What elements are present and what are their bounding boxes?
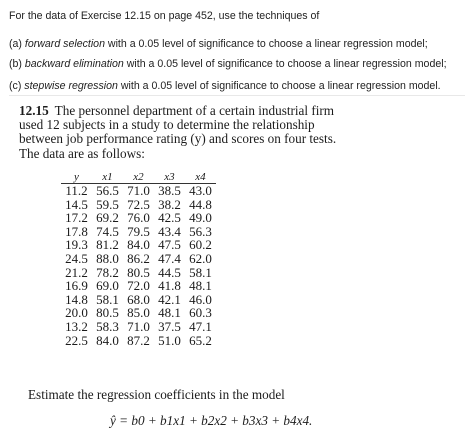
table-cell: 71.0 (127, 318, 150, 334)
table-cell: 24.5 (65, 250, 88, 266)
table-cell: 62.0 (189, 250, 212, 266)
table-row (61, 184, 216, 198)
item-method: stepwise regression (24, 80, 118, 92)
regression-model-equation: ŷ = b0 + b1x1 + b2x2 + b3x3 + b4x4. (110, 413, 313, 428)
table-cell: 80.5 (96, 305, 119, 321)
table-cell: 44.8 (189, 196, 212, 212)
table-row (61, 279, 216, 293)
table-cell: 41.8 (158, 278, 181, 294)
table-cell: 69.2 (96, 210, 119, 226)
table-cell: 44.5 (158, 264, 181, 280)
table-cell: 11.2 (65, 183, 88, 198)
table-cell: 46.0 (189, 291, 212, 307)
item-prefix: (b) (9, 58, 25, 70)
table-cell: 76.0 (127, 210, 150, 226)
table-cell: 17.2 (65, 210, 88, 226)
table-row (61, 266, 216, 280)
table-cell: 84.0 (127, 237, 150, 253)
col-header-x4: x4 (185, 170, 216, 184)
table-row (61, 211, 216, 225)
table-cell: 51.0 (158, 332, 181, 348)
table-row (61, 306, 216, 320)
question-item-c (9, 80, 441, 92)
table-cell: 72.5 (127, 196, 150, 212)
table-cell: 16.9 (65, 278, 88, 294)
problem-statement (19, 104, 349, 161)
table-cell: 65.2 (189, 332, 212, 348)
item-rest: with a 0.05 level of significance to choose a linear regression model; (123, 58, 447, 70)
table-cell: 14.5 (65, 196, 88, 212)
table-row (61, 198, 216, 212)
col-header-x1: x1 (92, 170, 123, 184)
table-cell: 69.0 (96, 278, 119, 294)
table-cell: 58.1 (96, 291, 119, 307)
table-cell: 49.0 (189, 210, 212, 226)
table-cell: 60.2 (189, 237, 212, 253)
table-cell: 79.5 (127, 223, 150, 239)
table-cell: 48.1 (189, 278, 212, 294)
table-cell: 43.0 (189, 183, 212, 198)
table-cell: 59.5 (96, 196, 119, 212)
table-cell: 80.5 (127, 264, 150, 280)
table-cell: 68.0 (127, 291, 150, 307)
table-row (61, 293, 216, 307)
table-cell: 22.5 (65, 332, 88, 348)
table-cell: 48.1 (158, 305, 181, 321)
table-cell: 72.0 (127, 278, 150, 294)
table-cell: 14.8 (65, 291, 88, 307)
table-cell: 74.5 (96, 223, 119, 239)
col-header-y: y (61, 170, 92, 184)
table-cell: 42.1 (158, 291, 181, 307)
table-cell: 19.3 (65, 237, 88, 253)
table-row (61, 334, 216, 348)
table-cell: 87.2 (127, 332, 150, 348)
table-cell: 60.3 (189, 305, 212, 321)
estimate-instruction: Estimate the regression coefficients in the model (28, 387, 285, 402)
problem-number: 12.15 (19, 103, 49, 118)
table-cell: 13.2 (65, 318, 88, 334)
table-cell: 21.2 (65, 264, 88, 280)
item-prefix: (c) (9, 80, 25, 92)
table-row (61, 225, 216, 239)
table-header-row (61, 170, 216, 184)
question-intro: For the data of Exercise 12.15 on page 452, use the techniques of (9, 10, 320, 22)
col-header-x2: x2 (123, 170, 154, 184)
table-cell: 86.2 (127, 250, 150, 266)
table-cell: 38.5 (158, 183, 181, 198)
item-rest: with a 0.05 level of significance to choose a linear regression model. (117, 80, 441, 92)
question-item-b (9, 58, 447, 70)
table-row (61, 252, 216, 266)
col-header-x3: x3 (154, 170, 185, 184)
item-prefix: (a) (9, 38, 25, 50)
table-cell: 17.8 (65, 223, 88, 239)
table-row (61, 320, 216, 334)
table-cell: 88.0 (96, 250, 119, 266)
table-cell: 58.3 (96, 318, 119, 334)
table-cell: 71.0 (127, 183, 150, 198)
table-cell: 38.2 (158, 196, 181, 212)
item-rest: with a 0.05 level of significance to choose a linear regression model; (104, 38, 428, 50)
table-cell: 43.4 (158, 223, 181, 239)
data-table (61, 170, 216, 347)
table-cell: 47.4 (158, 250, 181, 266)
problem-text: The personnel department of a certain industrial firm used 12 subjects in a study to determine the relationship between job performance rating (y) and scores on four tests. The data are as follows: (19, 103, 337, 161)
table-cell: 81.2 (96, 237, 119, 253)
item-method: forward selection (24, 38, 105, 50)
question-item-a (9, 38, 428, 50)
table-cell: 20.0 (65, 305, 88, 321)
table-cell: 42.5 (158, 210, 181, 226)
table-cell: 37.5 (158, 318, 181, 334)
table-cell: 47.5 (158, 237, 181, 253)
table-cell: 84.0 (96, 332, 119, 348)
table-cell: 56.5 (96, 183, 119, 198)
table-row (61, 238, 216, 252)
table-cell: 56.3 (189, 223, 212, 239)
item-method: backward elimination (24, 58, 124, 70)
table-cell: 58.1 (189, 264, 212, 280)
table-cell: 47.1 (189, 318, 212, 334)
table-cell: 78.2 (96, 264, 119, 280)
table-cell: 85.0 (127, 305, 150, 321)
